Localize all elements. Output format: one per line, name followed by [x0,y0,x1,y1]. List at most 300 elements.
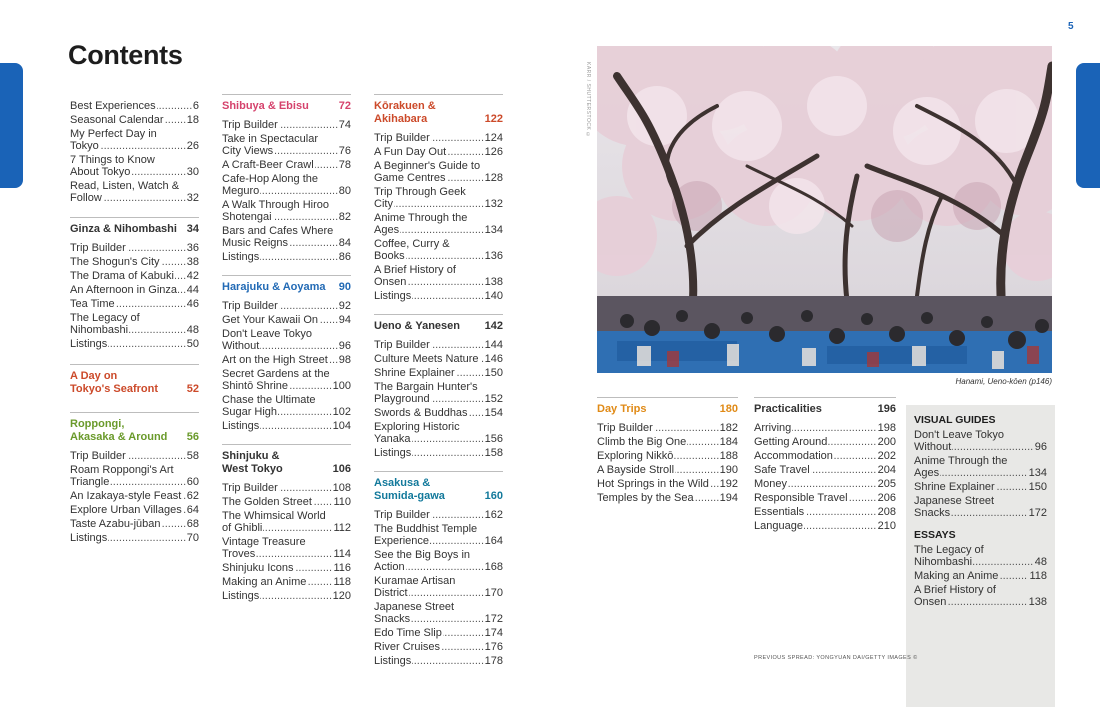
toc-entry-page: 206 [877,492,896,504]
section-heading [70,364,199,396]
toc-entry [222,199,351,223]
section-name: Kōrakuen & Akihabara [374,100,436,125]
section-name: Shibuya & Ebisu [222,100,309,112]
toc-entry-title: Listings [222,420,260,432]
section-name: Asakusa & Sumida-gawa [374,477,445,502]
toc-entry-page: 96 [1034,441,1047,453]
toc-entry-title: Getting Around [754,436,828,448]
toc-entry-title: Listings [222,251,260,263]
toc-entry-page: 120 [332,590,351,602]
toc-entry [374,381,503,405]
toc-entry-page: 178 [484,655,503,667]
toc-entry-page: 172 [484,613,503,625]
toc-entry [374,407,503,419]
toc-entry-title: Exploring Historic Yanaka [374,421,460,445]
toc-entry [222,300,351,312]
toc-entry-page: 124 [484,132,503,144]
toc-entry-page: 46 [186,298,199,310]
toc-entry [70,338,199,350]
section-heading [70,217,199,236]
toc-entry-page: 100 [332,380,351,392]
toc-entry [70,464,199,488]
toc-entry-page: 104 [332,420,351,432]
toc-entry [914,544,1047,568]
toc-entry-page: 68 [186,518,199,530]
toc-entry-page: 58 [186,450,199,462]
toc-entry-page: 118 [1029,570,1047,582]
toc-entry-page: 74 [338,119,351,131]
toc-entry [754,464,896,476]
toc-entry-title: An Izakaya-style Feast [70,490,182,502]
toc-entry-title: A Walk Through Hiroo Shotengai [222,199,329,223]
section-heading [70,412,199,444]
toc-entry-title: 7 Things to Know About Tokyo [70,154,155,178]
toc-entry-title: The Buddhist Temple Experience [374,523,478,547]
cherry-blossom-photo [597,46,1052,373]
toc-entry-page: 96 [338,340,351,352]
toc-entry-title: A Bayside Stroll [597,464,675,476]
toc-entry [374,290,503,302]
toc-entry-page: 152 [484,393,503,405]
section-page: 72 [338,100,351,112]
toc-entry-title: Exploring Nikkō [597,450,674,462]
toc-entry-page: 140 [484,290,503,302]
toc-entry [914,429,1047,453]
toc-entry-title: Chase the Ultimate Sugar High [222,394,316,418]
toc-entry [374,160,503,184]
section-name: Ginza & Nihombashi [70,223,177,235]
toc-entry-title: Vintage Treasure Troves [222,536,306,560]
toc-entry-page: 154 [484,407,503,419]
toc-entry [70,256,199,268]
toc-entry-title: Listings [374,290,412,302]
section-korakuen-akihabara [374,94,503,302]
toc-entry-page: 136 [484,250,503,262]
toc-entry-title: Roam Roppongi's Art Triangle [70,464,174,488]
toc-entry [374,132,503,144]
section-roppongi-akasaka [70,412,199,544]
toc-entry [70,270,199,282]
toc-entry [374,421,503,445]
toc-entry [374,549,503,573]
toc-entry-title: Bars and Cafes Where Music Reigns [222,225,334,249]
toc-entry-page: 126 [484,146,503,158]
toc-entry [70,242,199,254]
section-ginza-nihombashi [70,217,199,350]
toc-entry-title: Listings [70,338,108,350]
toc-entry-page: 82 [338,211,351,223]
section-asakusa-sumida [374,471,503,667]
section-heading [374,314,503,333]
photo-side-credit: KARR / SHUTTERSTOCK © [585,62,591,139]
toc-entry [597,464,738,476]
toc-entry-title: Making an Anime [914,570,999,582]
toc-entry-page: 114 [333,548,351,560]
toc-entry [70,128,199,152]
toc-entry-page: 102 [332,406,351,418]
toc-entry-page: 150 [1028,481,1047,493]
toc-entry-page: 190 [719,464,738,476]
toc-entry-title: Art on the High Street [222,354,328,366]
toc-entry-page: 48 [186,324,199,336]
section-heading [222,275,351,294]
visual-guides-title: VISUAL GUIDES [914,414,996,426]
toc-entry-page: 80 [338,185,351,197]
toc-entry [222,496,351,508]
toc-entry-page: 146 [484,353,503,365]
visual-guides-list [914,429,1047,519]
toc-entry-page: 86 [338,251,351,263]
left-edge-tab [0,63,23,188]
toc-entry [70,450,199,462]
toc-entry [374,523,503,547]
toc-entry-title: The Legacy of Nihombashi [70,312,140,336]
toc-entry [754,520,896,532]
section-heading [374,471,503,503]
toc-entry [754,492,896,504]
toc-entry-title: The Golden Street [222,496,312,508]
toc-entry [222,328,351,352]
toc-entry [374,655,503,667]
toc-entry-page: 188 [719,450,738,462]
toc-entry [222,576,351,588]
section-heading [754,397,896,416]
toc-entry-title: Climb the Big One [597,436,687,448]
essays-title: ESSAYS [914,529,956,541]
toc-entry [70,532,199,544]
toc-entry-title: Anime Through the Ages [914,455,1008,479]
toc-entry-page: 184 [719,436,738,448]
section-harajuku-aoyama [222,275,351,432]
toc-entry-title: Shrine Explainer [914,481,995,493]
toc-entry-title: Listings [374,447,412,459]
toc-entry [597,492,738,504]
toc-entry-page: 128 [484,172,503,184]
toc-entry-page: 32 [186,192,199,204]
toc-entry-title: Take in Spectacular City Views [222,133,318,157]
toc-entry [374,641,503,653]
toc-entry-title: Essentials [754,506,805,518]
toc-entry [597,422,738,434]
toc-entry-page: 62 [186,490,199,502]
toc-entry-page: 205 [877,478,896,490]
toc-entry [374,509,503,521]
toc-entry-page: 50 [186,338,199,350]
toc-entry-page: 6 [192,100,199,112]
toc-entry [70,298,199,310]
page-number: 5 [1068,21,1074,32]
toc-entry-title: Trip Builder [597,422,653,434]
toc-entry-title: The Whimsical World of Ghibli [222,510,326,534]
toc-entry-page: 42 [186,270,199,282]
toc-entry-title: The Legacy of Nihombashi [914,544,984,568]
toc-entry-title: Cafe-Hop Along the Meguro [222,173,319,197]
section-ueno-yanesen [374,314,503,459]
toc-entry-page: 92 [338,300,351,312]
intro-list [70,100,199,204]
toc-entry [597,436,738,448]
toc-entry [374,367,503,379]
toc-entry [70,518,199,530]
section-page: 122 [484,113,503,125]
toc-entry [222,133,351,157]
toc-entry [222,536,351,560]
section-page: 56 [186,431,199,443]
toc-entry-page: 36 [186,242,199,254]
toc-entry-title: See the Big Boys in Action [374,549,471,573]
toc-entry-title: Safe Travel [754,464,810,476]
toc-entry-page: 204 [877,464,896,476]
toc-entry-page: 84 [338,237,351,249]
section-heading [374,94,503,126]
toc-entry-title: Trip Builder [374,339,430,351]
toc-entry-page: 162 [484,509,503,521]
essays-list [914,544,1047,608]
toc-entry-title: Trip Builder [222,300,278,312]
toc-entry [70,504,199,516]
toc-entry-page: 116 [333,562,351,574]
toc-entry-title: Accommodation [754,450,833,462]
section-page: 142 [484,320,503,332]
toc-entry-page: 168 [484,561,503,573]
toc-entry-title: Arriving [754,422,792,434]
section-tokyo-seafront [70,364,199,396]
toc-entry-page: 134 [1028,467,1047,479]
section-heading [222,94,351,113]
toc-entry [222,420,351,432]
toc-column-5 [754,397,896,534]
toc-entry-title: Listings [70,532,108,544]
toc-entry [70,100,199,112]
toc-entry [914,495,1047,519]
toc-entry-page: 76 [338,145,351,157]
toc-entry [374,627,503,639]
toc-entry-page: 192 [719,478,738,490]
section-name: Roppongi, Akasaka & Around [70,418,168,443]
toc-entry-page: 18 [186,114,199,126]
toc-entry-page: 132 [484,198,503,210]
toc-entry-title: My Perfect Day in Tokyo [70,128,157,152]
toc-entry [374,601,503,625]
photo-illustration [597,46,1052,373]
section-page: 160 [484,490,503,502]
toc-entry-page: 138 [1028,596,1047,608]
toc-entry-title: Trip Builder [70,242,126,254]
toc-entry-title: River Cruises [374,641,441,653]
toc-entry-title: A Brief History of Onsen [374,264,456,288]
toc-entry [374,264,503,288]
toc-entry-title: Temples by the Sea [597,492,694,504]
toc-entry [374,186,503,210]
toc-entry-title: Edo Time Slip [374,627,442,639]
toc-entry-title: The Drama of Kabuki [70,270,174,282]
toc-entry-page: 182 [719,422,738,434]
toc-entry-title: Language [754,520,803,532]
toc-entry-title: Seasonal Calendar [70,114,164,126]
toc-entry-page: 198 [877,422,896,434]
toc-entry-title: Japanese Street Snacks [374,601,455,625]
section-page: 196 [877,403,896,415]
toc-entry-page: 134 [484,224,503,236]
toc-entry-page: 200 [877,436,896,448]
toc-entry [914,584,1047,608]
toc-entry-title: The Shogun's City [70,256,160,268]
section-name: Shinjuku & West Tokyo [222,450,283,475]
toc-entry-title: Listings [222,590,260,602]
toc-entry [597,450,738,462]
toc-entry [70,490,199,502]
toc-entry-title: Trip Builder [222,482,278,494]
section-page: 90 [338,281,351,293]
toc-entry [222,562,351,574]
section-page: 180 [719,403,738,415]
toc-entry [597,478,738,490]
toc-entry [70,180,199,204]
toc-entry-title: Explore Urban Villages [70,504,182,516]
toc-entry-title: Hot Springs in the Wild [597,478,709,490]
toc-entry-page: 30 [186,166,199,178]
previous-spread-credit: PREVIOUS SPREAD: YONGYUAN DAI/GETTY IMAGES © [754,655,918,661]
toc-entry [754,436,896,448]
toc-entry-page: 64 [186,504,199,516]
toc-entry [222,314,351,326]
toc-entry-title: Trip Builder [222,119,278,131]
toc-entry [914,570,1047,582]
toc-entry-title: Shinjuku Icons [222,562,294,574]
toc-entry-title: A Craft-Beer Crawl [222,159,314,171]
section-shibuya-ebisu [222,94,351,263]
toc-entry-title: Don't Leave Tokyo Without [222,328,312,352]
visual-guides-box [906,405,1055,707]
toc-entry-title: The Bargain Hunter's Playground [374,381,478,405]
toc-entry [754,422,896,434]
toc-entry [222,225,351,249]
toc-entry [222,173,351,197]
toc-entry-page: 48 [1034,556,1047,568]
toc-entry-page: 78 [338,159,351,171]
toc-entry-title: Anime Through the Ages [374,212,468,236]
toc-column-2 [222,94,351,604]
toc-entry-title: Shrine Explainer [374,367,455,379]
toc-entry [374,212,503,236]
section-heading [597,397,738,416]
toc-entry-page: 210 [877,520,896,532]
section-name: Harajuku & Aoyama [222,281,326,293]
toc-entry-title: Taste Azabu-jūban [70,518,161,530]
toc-entry-page: 118 [333,576,351,588]
section-shinjuku-west-tokyo [222,444,351,602]
toc-entry-title: A Beginner's Guide to Game Centres [374,160,481,184]
toc-entry-title: Money [754,478,788,490]
toc-entry-title: Trip Builder [374,509,430,521]
toc-entry-title: An Afternoon in Ginza [70,284,178,296]
toc-entry-title: Kuramae Artisan District [374,575,456,599]
toc-entry-page: 38 [186,256,199,268]
toc-entry-title: Responsible Travel [754,492,848,504]
toc-entry-title: Tea Time [70,298,115,310]
toc-entry-page: 156 [484,433,503,445]
toc-entry [222,394,351,418]
toc-entry-page: 174 [484,627,503,639]
toc-entry-page: 138 [484,276,503,288]
toc-entry [222,510,351,534]
toc-entry [222,119,351,131]
toc-entry-page: 108 [332,482,351,494]
toc-entry-title: Secret Gardens at the Shintō Shrine [222,368,330,392]
section-heading [222,444,351,476]
section-page: 34 [186,223,199,235]
photo-caption: Hanami, Ueno-kōen (p146) [955,377,1052,386]
toc-entry-title: Don't Leave Tokyo Without [914,429,1004,453]
toc-entry-page: 208 [877,506,896,518]
toc-column-1 [70,100,199,546]
toc-entry [754,478,896,490]
toc-entry-title: Listings [374,655,412,667]
toc-entry-page: 172 [1028,507,1047,519]
toc-entry [374,339,503,351]
toc-entry-page: 164 [484,535,503,547]
toc-entry-page: 94 [338,314,351,326]
toc-entry-title: A Fun Day Out [374,146,447,158]
toc-entry-title: A Brief History of Onsen [914,584,996,608]
toc-entry-page: 98 [338,354,351,366]
toc-entry-page: 110 [333,496,351,508]
toc-entry [222,354,351,366]
toc-entry-page: 202 [877,450,896,462]
toc-entry-title: Get Your Kawaii On [222,314,319,326]
toc-entry-page: 60 [186,476,199,488]
section-name: A Day on Tokyo's Seafront [70,370,158,395]
toc-entry [374,447,503,459]
toc-entry-page: 70 [186,532,199,544]
toc-entry-page: 170 [484,587,503,599]
toc-entry-title: Trip Builder [70,450,126,462]
section-practicalities [754,397,896,532]
toc-entry-title: Read, Listen, Watch & Follow [70,180,180,204]
toc-entry-page: 26 [186,140,199,152]
toc-entry [222,590,351,602]
toc-column-4 [597,397,738,506]
toc-entry [70,114,199,126]
toc-entry [754,506,896,518]
toc-entry-page: 176 [484,641,503,653]
section-page: 52 [186,383,199,395]
toc-entry-title: Coffee, Curry & Books [374,238,450,262]
toc-entry [70,312,199,336]
toc-entry-page: 158 [484,447,503,459]
toc-entry [374,238,503,262]
toc-entry [914,455,1047,479]
toc-entry-title: Swords & Buddhas [374,407,468,419]
toc-entry [222,159,351,171]
right-edge-tab [1076,63,1100,188]
toc-entry [222,251,351,263]
toc-entry [374,575,503,599]
toc-entry-title: Japanese Street Snacks [914,495,995,519]
section-day-trips [597,397,738,504]
toc-entry-title: Trip Builder [374,132,430,144]
section-name: Day Trips [597,403,647,415]
toc-entry [70,284,199,296]
toc-entry [754,450,896,462]
toc-entry-title: Trip Through Geek City [374,186,466,210]
toc-entry-page: 44 [186,284,199,296]
toc-entry-title: Making an Anime [222,576,307,588]
toc-column-3 [374,94,503,669]
toc-entry [70,154,199,178]
toc-entry-page: 150 [484,367,503,379]
toc-entry [222,368,351,392]
